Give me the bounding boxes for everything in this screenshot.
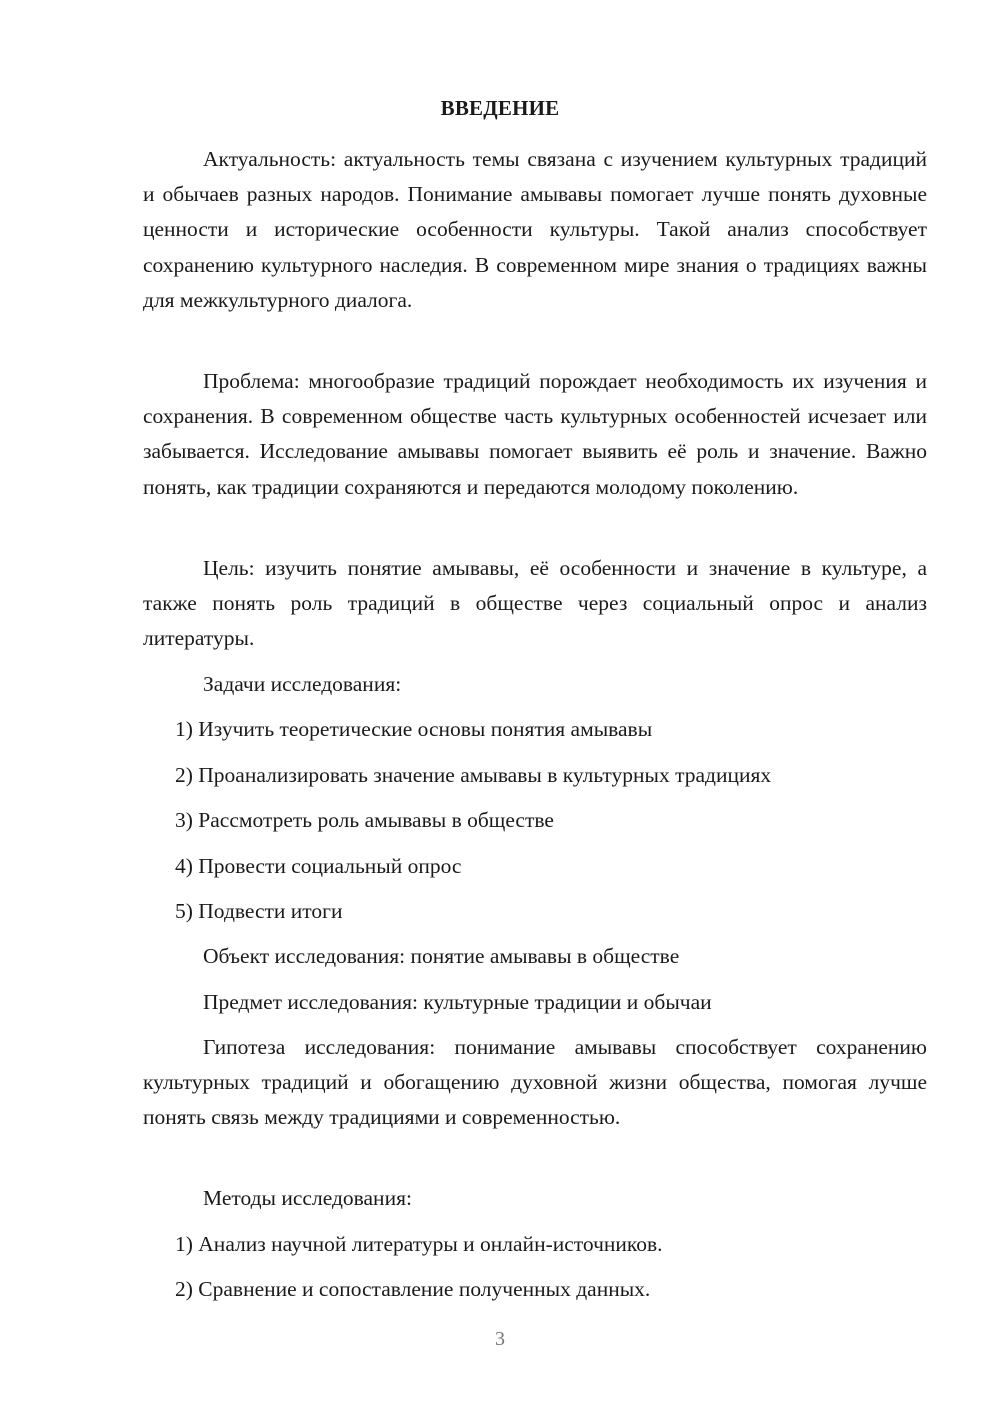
tasks-heading: Задачи исследования:: [203, 672, 402, 696]
research-subject: Предмет исследования: культурные традиции и обычаи: [203, 990, 712, 1014]
list-item: 1) Изучить теоретические основы понятия амывавы: [175, 717, 653, 741]
page-title: ВВЕДЕНИЕ: [440, 96, 560, 120]
research-object: Объект исследования: понятие амывавы в обществе: [203, 944, 680, 968]
paragraph-relevance: Актуальность: актуальность темы связана с изучением культурных традиций и обычаев разных народов. Понимание амывавы помогает лучше понять духовные ценности и исторические особенности культуры. Такой анализ способствует сохранению культурного наследия. В современном мире знания о традициях важны для межкультурного диалога.: [143, 147, 927, 312]
page-number: 3: [495, 1328, 505, 1350]
list-item: 2) Проанализировать значение амывавы в культурных традициях: [175, 763, 772, 787]
list-item: 2) Сравнение и сопоставление полученных данных.: [175, 1277, 651, 1301]
methods-heading: Методы исследования:: [203, 1186, 412, 1210]
paragraph-hypothesis: Гипотеза исследования: понимание амывавы способствует сохранению культурных традиций и обогащению духовной жизни общества, помогая лучше понять связь между традициями и современностью.: [143, 1035, 927, 1130]
list-item: 3) Рассмотреть роль амывавы в обществе: [175, 808, 554, 832]
paragraph-goal: Цель: изучить понятие амывавы, её особенности и значение в культуре, а также понять роль традиций в обществе через социальный опрос и анализ литературы.: [143, 556, 927, 651]
paragraph-problem: Проблема: многообразие традиций порождает необходимость их изучения и сохранения. В современном обществе часть культурных особенностей исчезает или забывается. Исследование амывавы помогает выявить её роль и значение. Важно понять, как традиции сохраняются и передаются молодому поколению.: [143, 369, 927, 499]
list-item: 1) Анализ научной литературы и онлайн-источников.: [175, 1232, 663, 1256]
list-item: 4) Провести социальный опрос: [175, 854, 462, 878]
list-item: 5) Подвести итоги: [175, 899, 343, 923]
